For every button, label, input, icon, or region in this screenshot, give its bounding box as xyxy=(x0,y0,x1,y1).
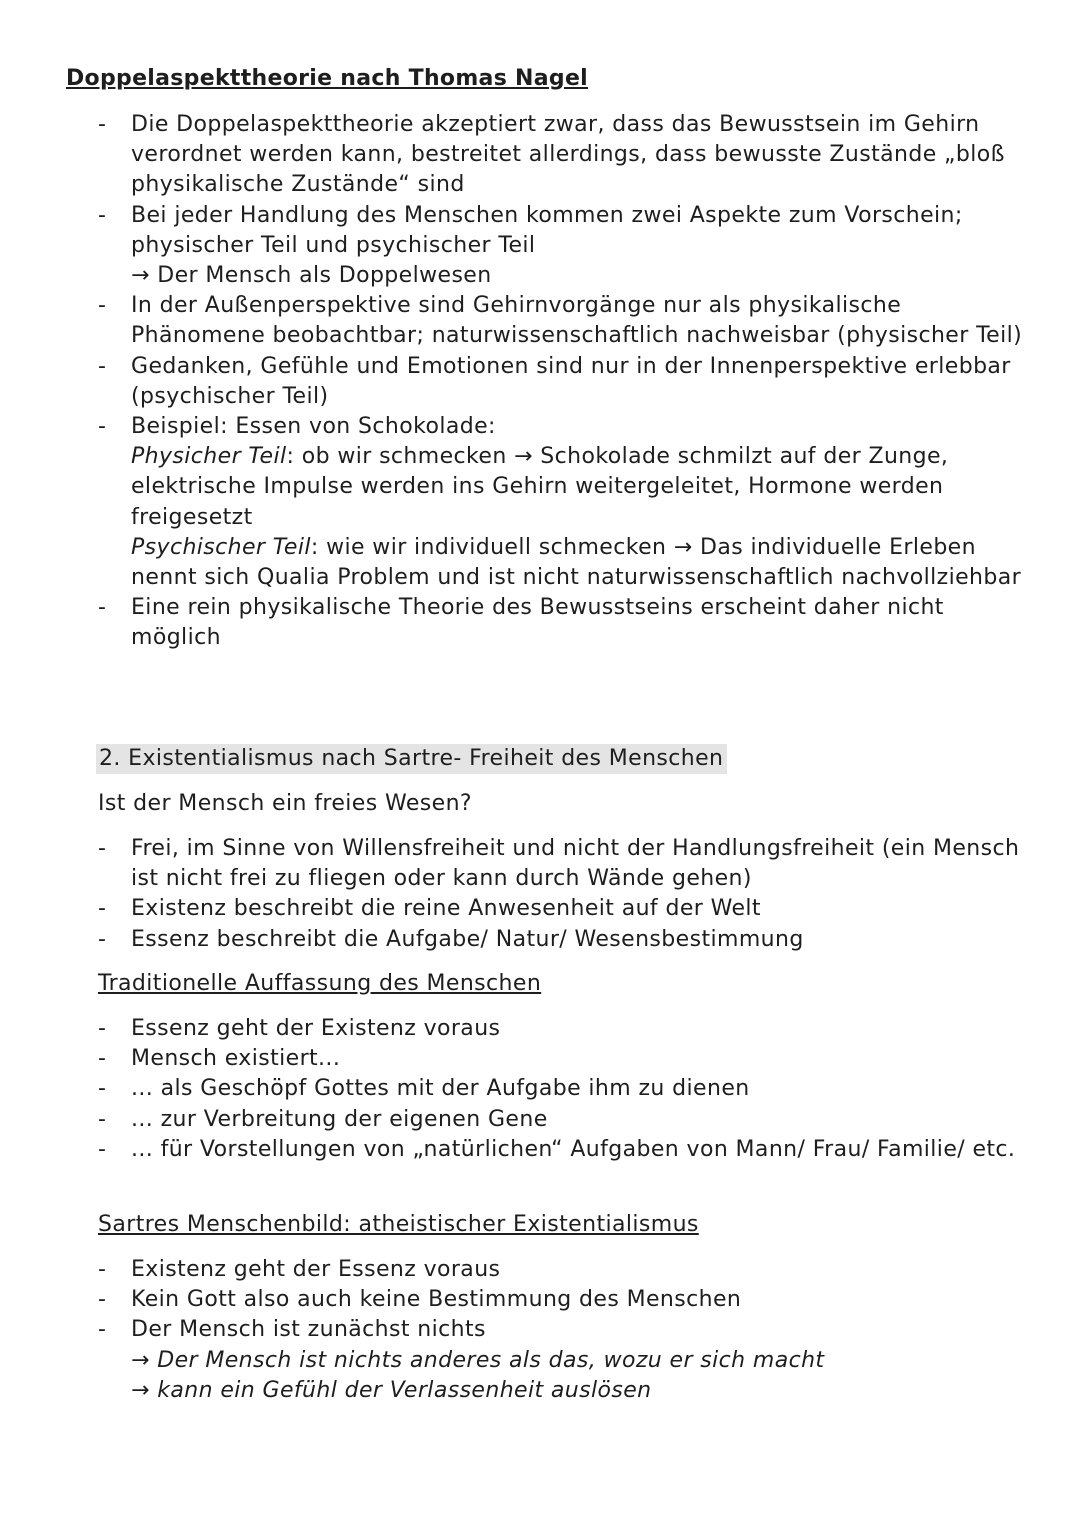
bullet-dash: - xyxy=(98,1016,107,1041)
list-item xyxy=(0,925,1080,955)
list-item xyxy=(0,352,1080,412)
list-item-text: ... zur Verbreitung der eigenen Gene xyxy=(131,1106,548,1132)
list-item-text: Frei, im Sinne von Willensfreiheit und nicht der Handlungsfreiheit (ein Mensch ist nicht frei zu fliegen oder kann durch Wände gehen) xyxy=(131,836,1020,892)
bullet-dash: - xyxy=(98,112,107,137)
arrow-note: → Der Mensch ist nichts anderes als das, wozu er sich macht xyxy=(131,1347,825,1373)
list-item xyxy=(0,412,1080,593)
list-item xyxy=(0,1074,1080,1104)
list-item-text: Kein Gott also auch keine Bestimmung des Menschen xyxy=(131,1287,742,1313)
arrow-note: → Der Mensch als Doppelwesen xyxy=(131,263,492,289)
sartre-heading: Sartres Menschenbild: atheistischer Existentialismus xyxy=(98,1212,699,1237)
psychic-part-text: : wie wir individuell schmecken → Das individuelle Erleben nennt sich Qualia Problem und ist nicht naturwissenschaftlich nachvollziehbar xyxy=(131,534,1022,591)
traditional-list xyxy=(0,1014,1080,1165)
list-item-text: In der Außenperspektive sind Gehirnvorgänge nur als physikalische Phänomene beobachtbar; naturwissenschaftlich nachweisbar (physischer Teil) xyxy=(131,293,1023,349)
list-item xyxy=(0,894,1080,924)
arrow-note: → kann ein Gefühl der Verlassenheit auslösen xyxy=(131,1377,652,1403)
bullet-dash: - xyxy=(98,595,107,621)
list-item xyxy=(0,593,1080,653)
list-item xyxy=(0,291,1080,351)
list-item-text: Essenz geht der Existenz voraus xyxy=(131,1016,501,1041)
list-item-text: Existenz beschreibt die reine Anwesenheit auf der Welt xyxy=(131,896,761,922)
bullet-dash: - xyxy=(98,1317,107,1343)
bullet-dash: - xyxy=(98,202,107,228)
bullet-dash: - xyxy=(98,1076,107,1102)
list-item-text: Die Doppelaspekttheorie akzeptiert zwar, dass das Bewusstsein im Gehirn verordnet werden kann, bestreitet allerdings, dass bewusste Zustände „bloß physikalische Zustände“ sind xyxy=(131,112,1005,198)
list-item xyxy=(0,1285,1080,1315)
list-item-text: ... als Geschöpf Gottes mit der Aufgabe ihm zu dienen xyxy=(131,1076,750,1102)
list-item xyxy=(0,1315,1080,1406)
psychic-part-line xyxy=(131,533,1030,593)
question: Ist der Mensch ein freies Wesen? xyxy=(98,791,473,816)
bullet-dash: - xyxy=(98,293,107,319)
nagel-list xyxy=(0,110,1080,654)
list-item xyxy=(0,1135,1080,1165)
list-item xyxy=(0,1014,1080,1044)
list-item-text: Essenz beschreibt die Aufgabe/ Natur/ Wesensbestimmung xyxy=(131,926,804,952)
bullet-dash: - xyxy=(98,1287,107,1313)
traditional-heading: Traditionelle Auffassung des Menschen xyxy=(98,971,542,996)
list-item xyxy=(0,110,1080,201)
section-heading: 2. Existentialismus nach Sartre- Freiheit des Menschen xyxy=(96,744,727,774)
bullet-dash: - xyxy=(98,353,107,379)
physical-part-line xyxy=(131,442,1030,533)
list-item xyxy=(0,1255,1080,1285)
bullet-dash: - xyxy=(98,1046,107,1072)
physical-part-text: : ob wir schmecken → Schokolade schmilzt auf der Zunge, elektrische Impulse werden ins Gehirn weitergeleitet, Hormone werden freigesetzt xyxy=(131,444,949,530)
list-item-text: ... für Vorstellungen von „natürlichen“ Aufgaben von Mann/ Frau/ Familie/ etc. xyxy=(131,1136,1016,1162)
list-item xyxy=(0,834,1080,894)
freedom-list xyxy=(0,834,1080,955)
list-item-text: Gedanken, Gefühle und Emotionen sind nur in der Innenperspektive erlebbar (psychischer Teil) xyxy=(131,353,1011,409)
bullet-dash: - xyxy=(98,1136,107,1162)
bullet-dash: - xyxy=(98,836,107,861)
bullet-dash: - xyxy=(98,1106,107,1132)
list-item xyxy=(0,201,1080,292)
bullet-dash: - xyxy=(98,414,107,440)
bullet-dash: - xyxy=(98,926,107,952)
list-item-text: Existenz geht der Essenz voraus xyxy=(131,1257,501,1282)
psychic-part-label: Psychischer Teil xyxy=(131,534,311,560)
list-item-text: Eine rein physikalische Theorie des Bewusstseins erscheint daher nicht möglich xyxy=(131,595,944,651)
page-title: Doppelaspekttheorie nach Thomas Nagel xyxy=(66,66,589,91)
list-item-text: Bei jeder Handlung des Menschen kommen zwei Aspekte zum Vorschein; physischer Teil und psychischer Teil xyxy=(131,202,963,258)
bullet-dash: - xyxy=(98,1257,107,1282)
bullet-dash: - xyxy=(98,896,107,922)
list-item-text: Der Mensch ist zunächst nichts xyxy=(131,1317,486,1343)
list-item-text: Beispiel: Essen von Schokolade: xyxy=(131,414,496,440)
physical-part-label: Physicher Teil xyxy=(131,444,287,470)
list-item xyxy=(0,1105,1080,1135)
list-item xyxy=(0,1044,1080,1074)
list-item-text: Mensch existiert... xyxy=(131,1046,341,1072)
sartre-list xyxy=(0,1255,1080,1406)
